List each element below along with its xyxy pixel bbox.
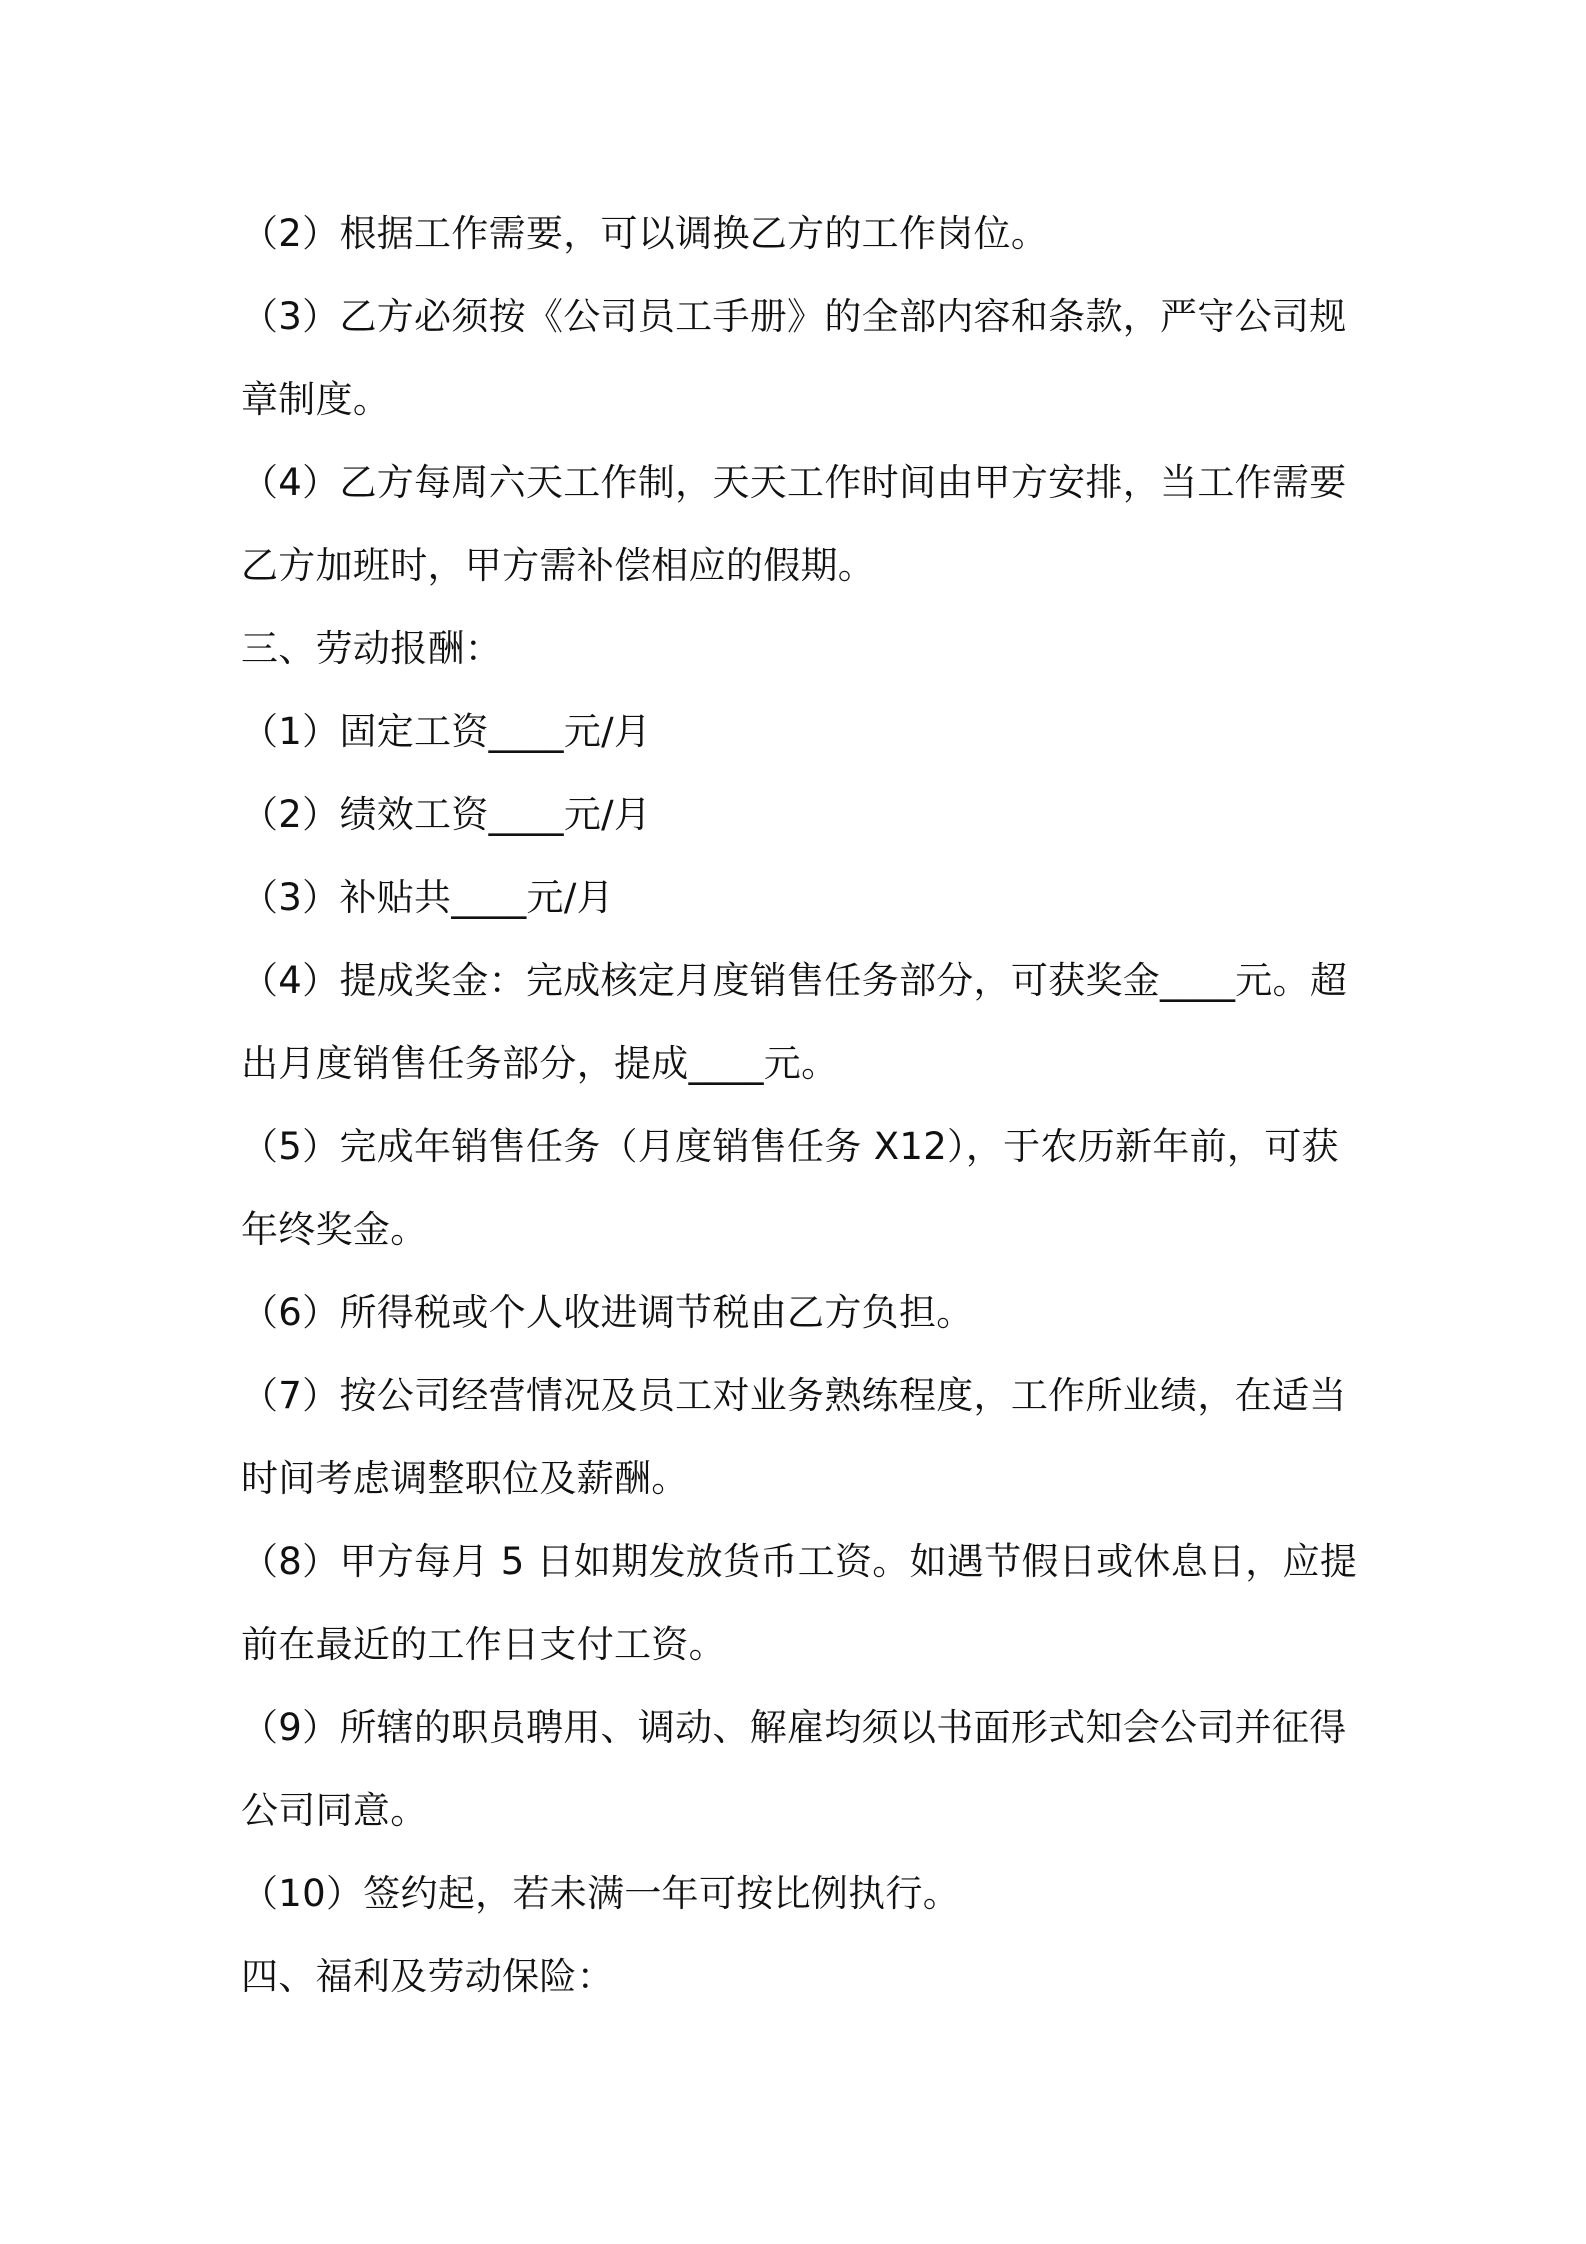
clause-item-2: （2）根据工作需要，可以调换乙方的工作岗位。 — [241, 212, 1049, 255]
section-heading-welfare-insurance: 四、福利及劳动保险： — [241, 1955, 614, 1998]
pay-item-salary-adjustment: （7）按公司经营情况及员工对业务熟练程度，工作所业绩，在适当时间考虑调整职位及薪酬。 — [241, 1374, 1347, 1500]
pay-item-proration: （10）签约起，若未满一年可按比例执行。 — [241, 1872, 961, 1915]
pay-item-performance-salary: （2）绩效工资____元/月 — [241, 793, 652, 836]
pay-item-income-tax: （6）所得税或个人收进调节税由乙方负担。 — [241, 1291, 974, 1334]
pay-item-allowance: （3）补贴共____元/月 — [241, 876, 614, 919]
clause-item-3: （3）乙方必须按《公司员工手册》的全部内容和条款，严守公司规章制度。 — [241, 295, 1347, 421]
pay-item-fixed-salary: （1）固定工资____元/月 — [241, 710, 652, 753]
pay-item-staff-changes: （9）所辖的职员聘用、调动、解雇均须以书面形式知会公司并征得公司同意。 — [241, 1706, 1347, 1832]
document-body — [241, 192, 1361, 2018]
clause-item-4: （4）乙方每周六天工作制，天天工作时间由甲方安排，当工作需要乙方加班时，甲方需补偿相应的假期。 — [241, 461, 1347, 587]
pay-item-commission-bonus: （4）提成奖金：完成核定月度销售任务部分，可获奖金____元。超出月度销售任务部分，提成____元。 — [241, 959, 1348, 1085]
pay-item-annual-bonus: （5）完成年销售任务（月度销售任务 X12），于农历新年前，可获年终奖金。 — [241, 1125, 1339, 1251]
section-heading-remuneration: 三、劳动报酬： — [241, 627, 503, 670]
pay-item-payment-date: （8）甲方每月 5 日如期发放货币工资。如遇节假日或休息日，应提前在最近的工作日支付工资。 — [241, 1540, 1358, 1666]
